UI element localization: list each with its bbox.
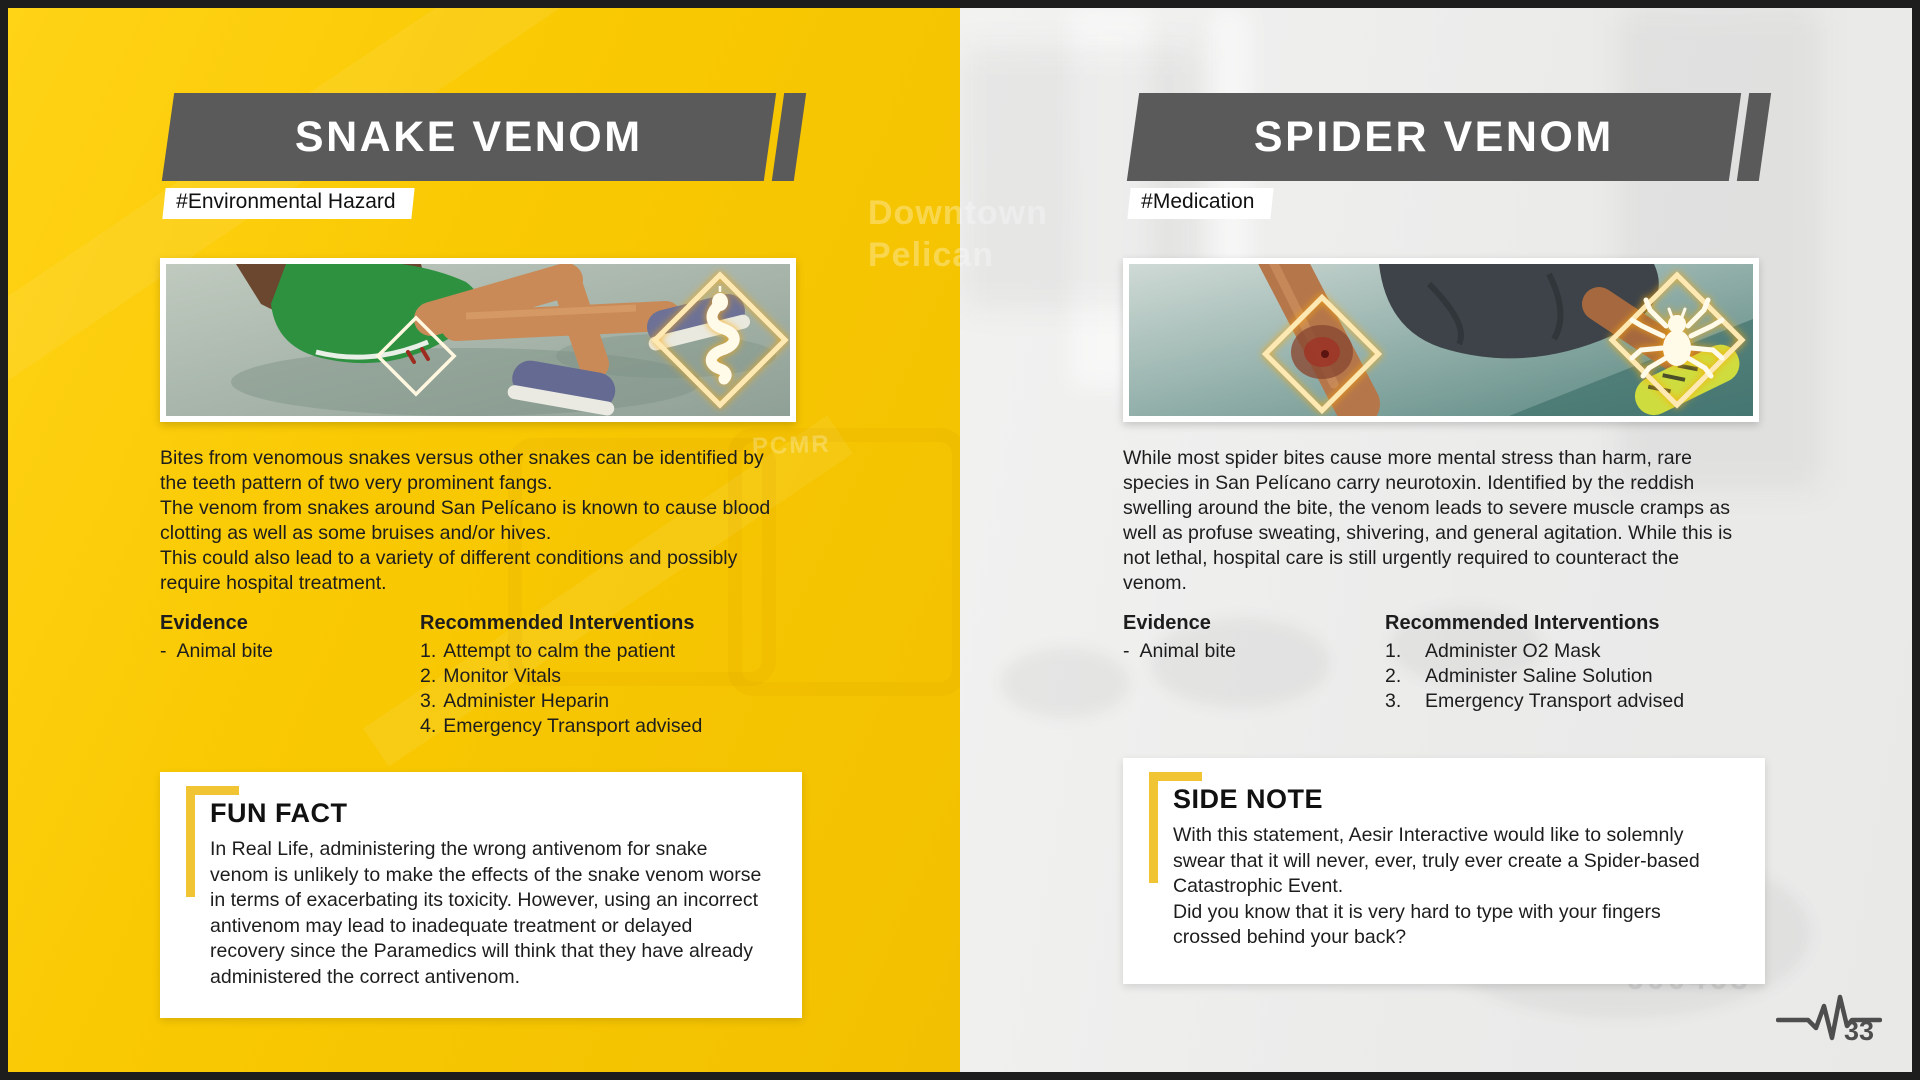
item-number: 4. [420,715,437,737]
watermark-sign-line: Downtown [868,194,1048,232]
body-paragraph: While most spider bites cause more mental stress than harm, rare species in San Pelícano carry neurotoxin. Identified by the reddish swelling around the bite, the venom leads to severe muscle cramps as well as profuse sweating, shivering, and general agitation. While this is not lethal, hospital care is still urgently required to counteract the venom. [1123,447,1733,594]
interventions-section [1385,612,1684,714]
evidence-item [160,639,273,664]
intervention-item [1385,664,1684,689]
page-spider-venom [960,8,1912,1072]
intervention-text: Emergency Transport advised [1425,690,1685,712]
watermark-vehicle-label: PCMR [751,430,832,461]
body-paragraph: Bites from venomous snakes versus other snakes can be identified by the teeth pattern of two very prominent fangs. [160,447,764,494]
section-banner [1127,93,1741,181]
intervention-text: Administer Saline Solution [1425,665,1653,687]
corner-bracket [186,786,239,897]
page-number: 33 [1844,1016,1875,1046]
item-number: 1. [1385,640,1402,662]
watermark-sign-line: Pelican [868,236,995,274]
note-paragraph: Did you know that it is very hard to type with your fingers crossed behind your back? [1173,900,1661,948]
description-text [160,446,778,596]
evidence-bullet: - [160,640,167,662]
item-number: 2. [420,665,437,687]
body-paragraph: This could also lead to a variety of different conditions and possibly require hospital treatment. [160,547,738,594]
spiderbite-scene [1129,264,1753,416]
evidence-heading: Evidence [160,612,248,634]
intervention-item [1385,639,1684,664]
category-tag-label: #Environmental Hazard [176,190,396,213]
intervention-item [420,639,702,664]
item-number: 3. [420,690,437,712]
description-text [1123,446,1735,596]
item-number: 2. [1385,665,1402,687]
evidence-section [160,612,273,664]
evidence-item-text: Animal bite [176,640,273,662]
section-banner [162,93,776,181]
corner-bracket [1149,772,1202,883]
note-heading: SIDE NOTE [1173,784,1324,814]
interventions-heading: Recommended Interventions [1385,612,1660,634]
banner-slash-accent [772,93,806,181]
snakebite-scene [166,264,790,416]
category-tag [162,188,415,219]
evidence-section [1123,612,1236,664]
evidence-item-text: Animal bite [1139,640,1236,662]
item-number: 3. [1385,690,1402,712]
body-paragraph: The venom from snakes around San Pelícano is known to cause blood clotting as well as some bruises and/or hives. [160,497,771,544]
evidence-heading: Evidence [1123,612,1211,634]
evidence-item [1123,639,1236,664]
intervention-text: Emergency Transport advised [443,715,703,737]
intervention-text: Administer Heparin [443,690,610,712]
interventions-section [420,612,702,739]
intervention-item [1385,689,1684,714]
category-tag-label: #Medication [1141,190,1255,213]
fun-fact-card [160,772,802,1018]
side-note-card [1123,758,1765,984]
note-paragraph: With this statement, Aesir Interactive would like to solemnly swear that it will never, ever, truly ever create a Spider-based Catastrophic Event. [1173,824,1700,897]
injury-photo-snakebite [160,258,796,422]
item-number: 1. [420,640,437,662]
page-title: SNAKE VENOM [295,112,643,161]
page-snake-venom [8,8,960,1072]
intervention-item [420,664,702,689]
watermark-highway-sign [868,192,1048,276]
note-paragraph: In Real Life, administering the wrong antivenom for snake venom is unlikely to make the effects of the snake venom worse in terms of exacerbating its toxicity. However, using an incorrect antivenom may lead to inadequate treatment or delayed recovery since the Paramedics will think that they have already administered the correct antivenom. [210,838,762,988]
intervention-item [420,714,702,739]
intervention-text: Administer O2 Mask [1425,640,1601,662]
evidence-bullet: - [1123,640,1130,662]
note-heading: FUN FACT [210,798,348,828]
injury-photo-spiderbite [1123,258,1759,422]
intervention-text: Attempt to calm the patient [443,640,676,662]
intervention-text: Monitor Vitals [443,665,562,687]
background-car [1000,648,1130,718]
page-title: SPIDER VENOM [1254,112,1614,161]
category-tag [1127,188,1273,219]
interventions-heading: Recommended Interventions [420,612,695,634]
intervention-item [420,689,702,714]
